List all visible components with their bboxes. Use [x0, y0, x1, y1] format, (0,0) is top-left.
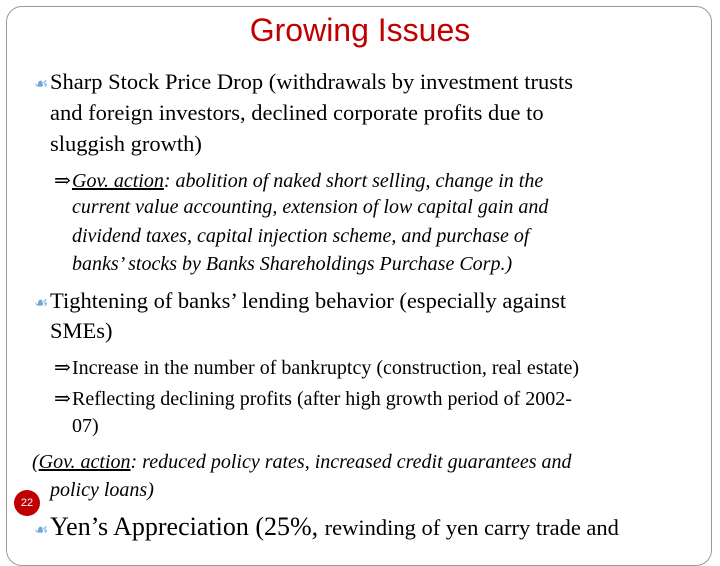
slide-number-badge: 22 — [14, 490, 40, 516]
swoosh-bullet-icon: ☙ — [34, 76, 49, 93]
gov-action-text: : reduced policy rates, increased credit guarantees and — [130, 451, 572, 473]
gov-action-2 — [32, 451, 572, 474]
sub-gov-action-1-line-4: banks’ stocks by Banks Shareholdings Purchase Corp.) — [72, 253, 513, 275]
sub-declining-profits-text: Reflecting declining profits (after high growth period of 2002- — [72, 388, 572, 410]
gov-action-2-cont: policy loans) — [50, 479, 154, 501]
sub-declining-profits-cont: 07) — [72, 415, 99, 437]
bullet-3-text-small: rewinding of yen carry trade and — [324, 515, 619, 540]
bullet-2-line-2: SMEs) — [50, 318, 113, 343]
implies-arrow-icon: ⇒ — [54, 357, 71, 379]
bullet-1-line-3: sluggish growth) — [50, 131, 202, 156]
bullet-1-line-1: Sharp Stock Price Drop (withdrawals by investment trusts — [50, 69, 574, 94]
bullet-2 — [34, 288, 566, 314]
sub-gov-action-1-line-2: current value accounting, extension of low capital gain and — [72, 196, 549, 218]
bullet-1 — [34, 69, 573, 95]
implies-arrow-icon: ⇒ — [54, 170, 71, 192]
bullet-2-line-1: Tightening of banks’ lending behavior (especially against — [50, 288, 567, 313]
slide-title: Growing Issues — [249, 12, 471, 48]
sub-bankruptcy-text: Increase in the number of bankruptcy (construction, real estate) — [72, 357, 580, 379]
gov-action-label: Gov. action — [38, 451, 131, 473]
bullet-1-line-2: and foreign investors, declined corporate profits due to — [50, 100, 544, 125]
gov-action-label: Gov. action — [72, 170, 164, 192]
swoosh-bullet-icon: ☙ — [34, 522, 49, 539]
bullet-3 — [34, 512, 619, 542]
gov-action-paren: ( — [32, 451, 39, 473]
sub-declining-profits — [54, 386, 572, 411]
implies-arrow-icon: ⇒ — [54, 388, 71, 410]
bullet-3-text-large: Yen’s Appreciation (25%, — [50, 512, 325, 541]
sub-gov-action-1-line-3: dividend taxes, capital injection scheme, and purchase of — [72, 225, 530, 247]
sub-gov-action-1 — [54, 168, 543, 193]
sub-bankruptcy — [54, 355, 579, 380]
gov-action-text: : abolition of naked short selling, change in the — [163, 170, 544, 192]
swoosh-bullet-icon: ☙ — [34, 295, 49, 312]
